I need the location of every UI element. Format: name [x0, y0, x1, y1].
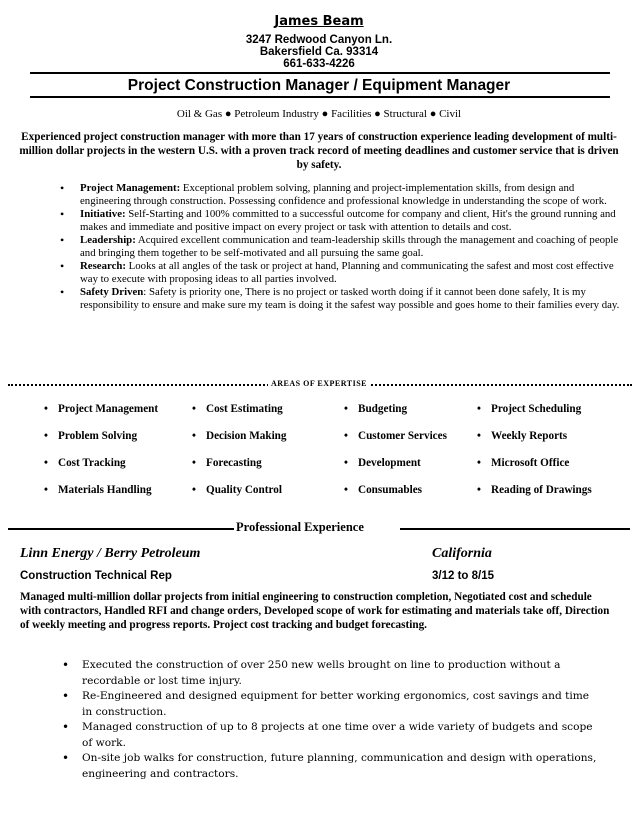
skill-item: • Quality Control	[192, 484, 282, 496]
highlight-text: Exceptional problem solving, planning and project-implementation skills, from design and engineering through construction. Possessing confidence and professional knowledge in understanding the scope of work.	[80, 182, 607, 207]
highlight-label: Project Management:	[80, 182, 181, 194]
title-rule-top	[30, 72, 610, 74]
skill-item: • Materials Handling	[44, 484, 152, 496]
professional-summary: Experienced project construction manager with more than 17 years of construction experience leading development of multi-million dollar projects in the western U.S. with a proven track record of meeting deadlines and customer service that is driven by safety.	[19, 131, 619, 171]
company-name: Linn Energy / Berry Petroleum	[20, 546, 201, 561]
industry-item: Petroleum Industry	[234, 108, 319, 120]
list-item	[60, 208, 620, 234]
list-item	[60, 182, 620, 208]
skill-item: • Decision Making	[192, 430, 287, 442]
skill-item: • Budgeting	[344, 403, 408, 415]
list-item: • Managed construction of up to 8 projects at one time over a wide variety of budgets and scope of work.	[62, 720, 602, 751]
industry-item: Facilities	[331, 108, 372, 120]
bullet-separator: ●	[321, 108, 332, 120]
job-dates: 3/12 to 8/15	[432, 570, 495, 582]
job-role: Construction Technical Rep	[20, 570, 172, 582]
list-item	[60, 234, 620, 260]
address-line-2: Bakersfield Ca. 93314	[259, 46, 379, 58]
industries-line	[0, 108, 638, 120]
skill-item: • Customer Services	[344, 430, 447, 442]
skill-item: • Weekly Reports	[477, 430, 568, 442]
list-item: • On-site job walks for construction, future planning, communication and design with operations, engineering and contractors.	[62, 751, 602, 782]
list-item: • Re-Engineered and designed equipment for better working ergonomics, cost savings and time in construction.	[62, 689, 602, 720]
industry-item: Structural	[383, 108, 427, 120]
list-item: • Executed the construction of over 250 new wells brought on line to production without a recordable or lost time injury.	[62, 658, 602, 689]
highlights-list	[60, 182, 620, 312]
phone-number: 661-633-4226	[283, 58, 355, 70]
experience-rule-left	[8, 528, 234, 530]
resume-title: Project Construction Manager / Equipment Manager	[127, 77, 511, 94]
title-rule-bottom	[30, 96, 610, 98]
professional-experience-heading: Professional Experience	[236, 520, 364, 534]
highlight-text: Self-Starting and 100% committed to a successful outcome for company and client, Hit's the ground running and makes and immediate and positive impact on every project or task with attention to details and cost.	[80, 208, 616, 233]
resume-name: James Beam	[274, 14, 364, 29]
industry-item: Oil & Gas	[176, 108, 223, 120]
skill-item: • Cost Tracking	[44, 457, 126, 469]
job-location: California	[432, 546, 492, 561]
experience-bullets	[62, 658, 602, 782]
skill-item: • Development	[344, 457, 421, 469]
highlight-label: Initiative:	[80, 208, 126, 220]
highlight-text: : Safety is priority one, There is no project or tasked worth doing if it cannot been done safely, It is my responsibility to ensure and make sure my team is doing it the safest way possible and goes home to their families every day.	[80, 286, 620, 311]
skill-item: • Cost Estimating	[192, 403, 283, 415]
highlight-label: Safety Driven	[80, 286, 144, 298]
experience-rule-right	[400, 528, 630, 530]
skill-item: • Project Management	[44, 403, 159, 415]
experience-summary: Managed multi-million dollar projects from initial engineering to construction completion, Negotiated cost and schedule with contractors, Handled RFI and change orders, Developed scope of work for estimating and materials take off, Direction of weekly meeting and progress reports. Project cost tracking and budget forecasting.	[20, 591, 610, 631]
skill-item: • Reading of Drawings	[477, 484, 592, 496]
areas-of-expertise-heading: AREAS OF EXPERTISE	[268, 379, 370, 388]
highlight-label: Research:	[80, 260, 126, 272]
bullet-separator: ●	[224, 108, 235, 120]
skill-item: • Project Scheduling	[477, 403, 582, 415]
list-item	[60, 260, 620, 286]
list-item	[60, 286, 620, 312]
skill-item: • Problem Solving	[44, 430, 138, 442]
industry-item: Civil	[439, 108, 462, 120]
highlight-label: Leadership:	[80, 234, 136, 246]
address-line-1: 3247 Redwood Canyon Ln.	[245, 34, 393, 46]
highlight-text: Acquired excellent communication and team-leadership skills through the management and coaching of people and bringing them together to be self-motivated and all pursuing the same goal.	[80, 234, 619, 259]
bullet-separator: ●	[374, 108, 384, 120]
bullet-separator: ●	[429, 108, 440, 120]
skill-item: • Forecasting	[192, 457, 262, 469]
skill-item: • Microsoft Office	[477, 457, 570, 469]
skill-item: • Consumables	[344, 484, 423, 496]
highlight-text: Looks at all angles of the task or project at hand, Planning and communicating the safest and most cost effective way to execute with proposing ideas to all parties involved.	[80, 260, 614, 285]
